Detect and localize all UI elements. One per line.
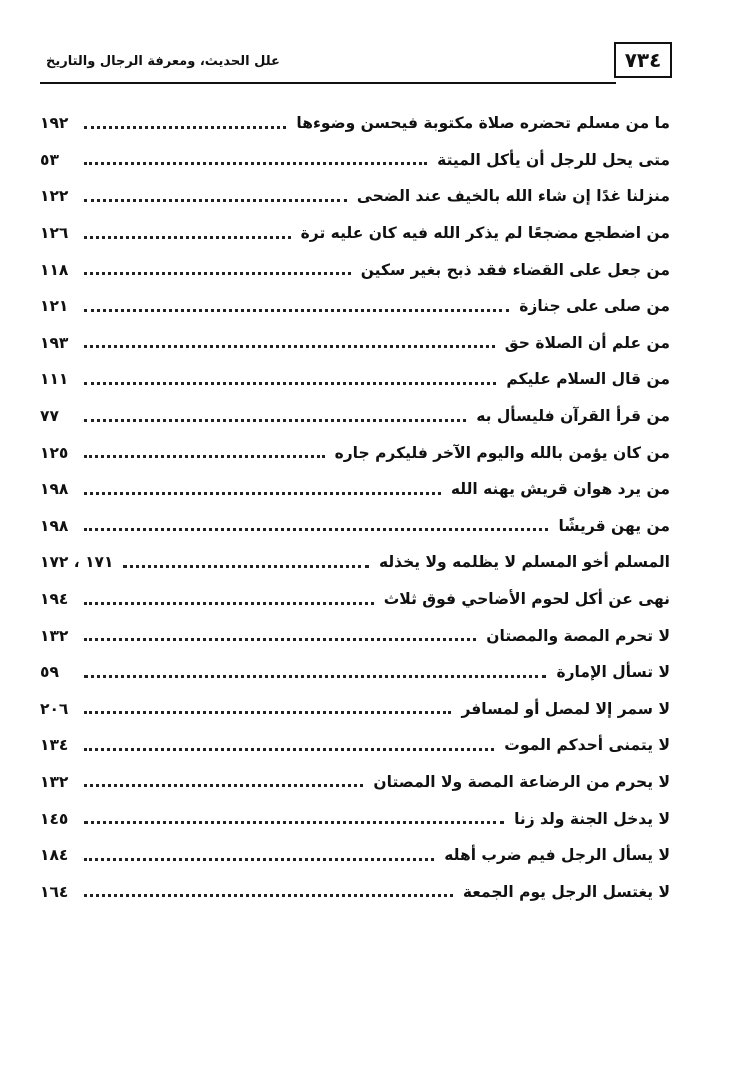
dot-leader — [84, 419, 466, 422]
index-entry — [40, 508, 670, 545]
index-entry — [40, 471, 670, 508]
dot-leader — [84, 162, 427, 165]
dot-leader — [84, 236, 291, 239]
entry-page-number: ١٣٢ — [40, 626, 69, 645]
entry-text: لا يدخل الجنة ولد زنا — [514, 809, 670, 828]
entry-text: من يرد هوان قريش يهنه الله — [450, 480, 670, 499]
entry-page-number: ٥٣ — [40, 150, 59, 169]
entry-text: لا تسأل الإمارة — [556, 663, 670, 682]
entry-text: نهى عن أكل لحوم الأضاحي فوق ثلاث — [383, 590, 670, 609]
entry-page-number: ١٢٦ — [40, 224, 69, 243]
index-entry — [40, 581, 670, 618]
dot-leader — [84, 858, 434, 861]
entry-page-number: ١١٨ — [40, 260, 69, 279]
entry-page-number: ١٦٤ — [40, 882, 69, 901]
index-entry — [40, 361, 670, 398]
entry-text: من يهن قريشًا — [558, 516, 670, 535]
entry-page-number: ٢٠٦ — [40, 699, 69, 718]
entry-text: من جعل على القضاء فقد ذبح بغير سكين — [360, 260, 670, 279]
entry-page-number: ١٤٥ — [40, 809, 69, 828]
dot-leader — [84, 675, 546, 678]
index-entry — [40, 837, 670, 874]
index-entry — [40, 654, 670, 691]
entry-text: من كان يؤمن بالله واليوم الآخر فليكرم جاره — [334, 443, 670, 462]
index-entry — [40, 142, 670, 179]
dot-leader — [84, 272, 351, 275]
hadith-index-list — [40, 105, 670, 910]
entry-text: لا يغتسل الرجل يوم الجمعة — [462, 882, 670, 901]
entry-page-number: ١٨٤ — [40, 846, 69, 865]
entry-text: متى يحل للرجل أن يأكل الميتة — [437, 150, 670, 169]
entry-page-number: ١٩٢ — [40, 114, 69, 133]
entry-page-number: ١٧١ ، ١٧٢ — [40, 553, 114, 572]
index-entry — [40, 434, 670, 471]
entry-page-number: ١٩٨ — [40, 516, 69, 535]
dot-leader — [84, 528, 548, 531]
entry-text: من قال السلام عليكم — [506, 370, 670, 389]
entry-text: لا يحرم من الرضاعة المصة ولا المصتان — [373, 772, 670, 791]
dot-leader — [84, 748, 494, 751]
entry-page-number: ١٣٤ — [40, 736, 69, 755]
entry-page-number: ٥٩ — [40, 663, 59, 682]
dot-leader — [123, 565, 368, 568]
entry-page-number: ١٣٢ — [40, 772, 69, 791]
entry-text: من اضطجع مضجعًا لم يذكر الله فيه كان عليه ترة — [300, 224, 670, 243]
entry-page-number: ١٢٥ — [40, 443, 69, 462]
dot-leader — [84, 821, 504, 824]
entry-text: من صلى على جنازة — [519, 297, 670, 316]
entry-page-number: ١٩٤ — [40, 590, 69, 609]
index-entry — [40, 691, 670, 728]
index-entry — [40, 544, 670, 581]
entry-text: ما من مسلم تحضره صلاة مكتوبة فيحسن وضوءها — [296, 114, 670, 133]
entry-text: لا تحرم المصة والمصتان — [486, 626, 670, 645]
dot-leader — [84, 492, 441, 495]
dot-leader — [84, 711, 451, 714]
entry-page-number: ١٩٨ — [40, 480, 69, 499]
index-entry — [40, 398, 670, 435]
dot-leader — [84, 126, 286, 129]
dot-leader — [84, 784, 363, 787]
index-entry — [40, 727, 670, 764]
dot-leader — [84, 309, 509, 312]
entry-text: من قرأ القرآن فليسأل به — [476, 407, 670, 426]
dot-leader — [84, 199, 347, 202]
page-header — [40, 38, 672, 88]
entry-page-number: ٧٧ — [40, 407, 59, 426]
index-entry — [40, 764, 670, 801]
index-entry — [40, 325, 670, 362]
entry-text: لا سمر إلا لمصل أو لمسافر — [461, 699, 670, 718]
entry-text: منزلنا غدًا إن شاء الله بالخيف عند الضحى — [356, 187, 670, 206]
dot-leader — [84, 345, 495, 348]
dot-leader — [84, 455, 325, 458]
dot-leader — [84, 894, 453, 897]
header-rule — [40, 82, 616, 84]
entry-page-number: ١٩٣ — [40, 333, 69, 352]
entry-text: من علم أن الصلاة حق — [504, 333, 670, 352]
entry-page-number: ١٢١ — [40, 297, 69, 316]
index-entry — [40, 800, 670, 837]
index-entry — [40, 288, 670, 325]
entry-text: لا يسأل الرجل فيم ضرب أهله — [444, 846, 670, 865]
running-title: علل الحديث، ومعرفة الرجال والتاريخ — [46, 54, 280, 69]
entry-page-number: ١٢٢ — [40, 187, 69, 206]
entry-text: لا يتمنى أحدكم الموت — [504, 736, 670, 755]
dot-leader — [84, 602, 374, 605]
entry-text: المسلم أخو المسلم لا يظلمه ولا يخذله — [378, 553, 670, 572]
dot-leader — [84, 382, 496, 385]
index-entry — [40, 178, 670, 215]
entry-page-number: ١١١ — [40, 370, 69, 389]
index-entry — [40, 215, 670, 252]
dot-leader — [84, 638, 476, 641]
page-number: ٧٣٤ — [614, 42, 672, 78]
index-entry — [40, 873, 670, 910]
index-entry — [40, 105, 670, 142]
index-entry — [40, 617, 670, 654]
index-entry — [40, 251, 670, 288]
